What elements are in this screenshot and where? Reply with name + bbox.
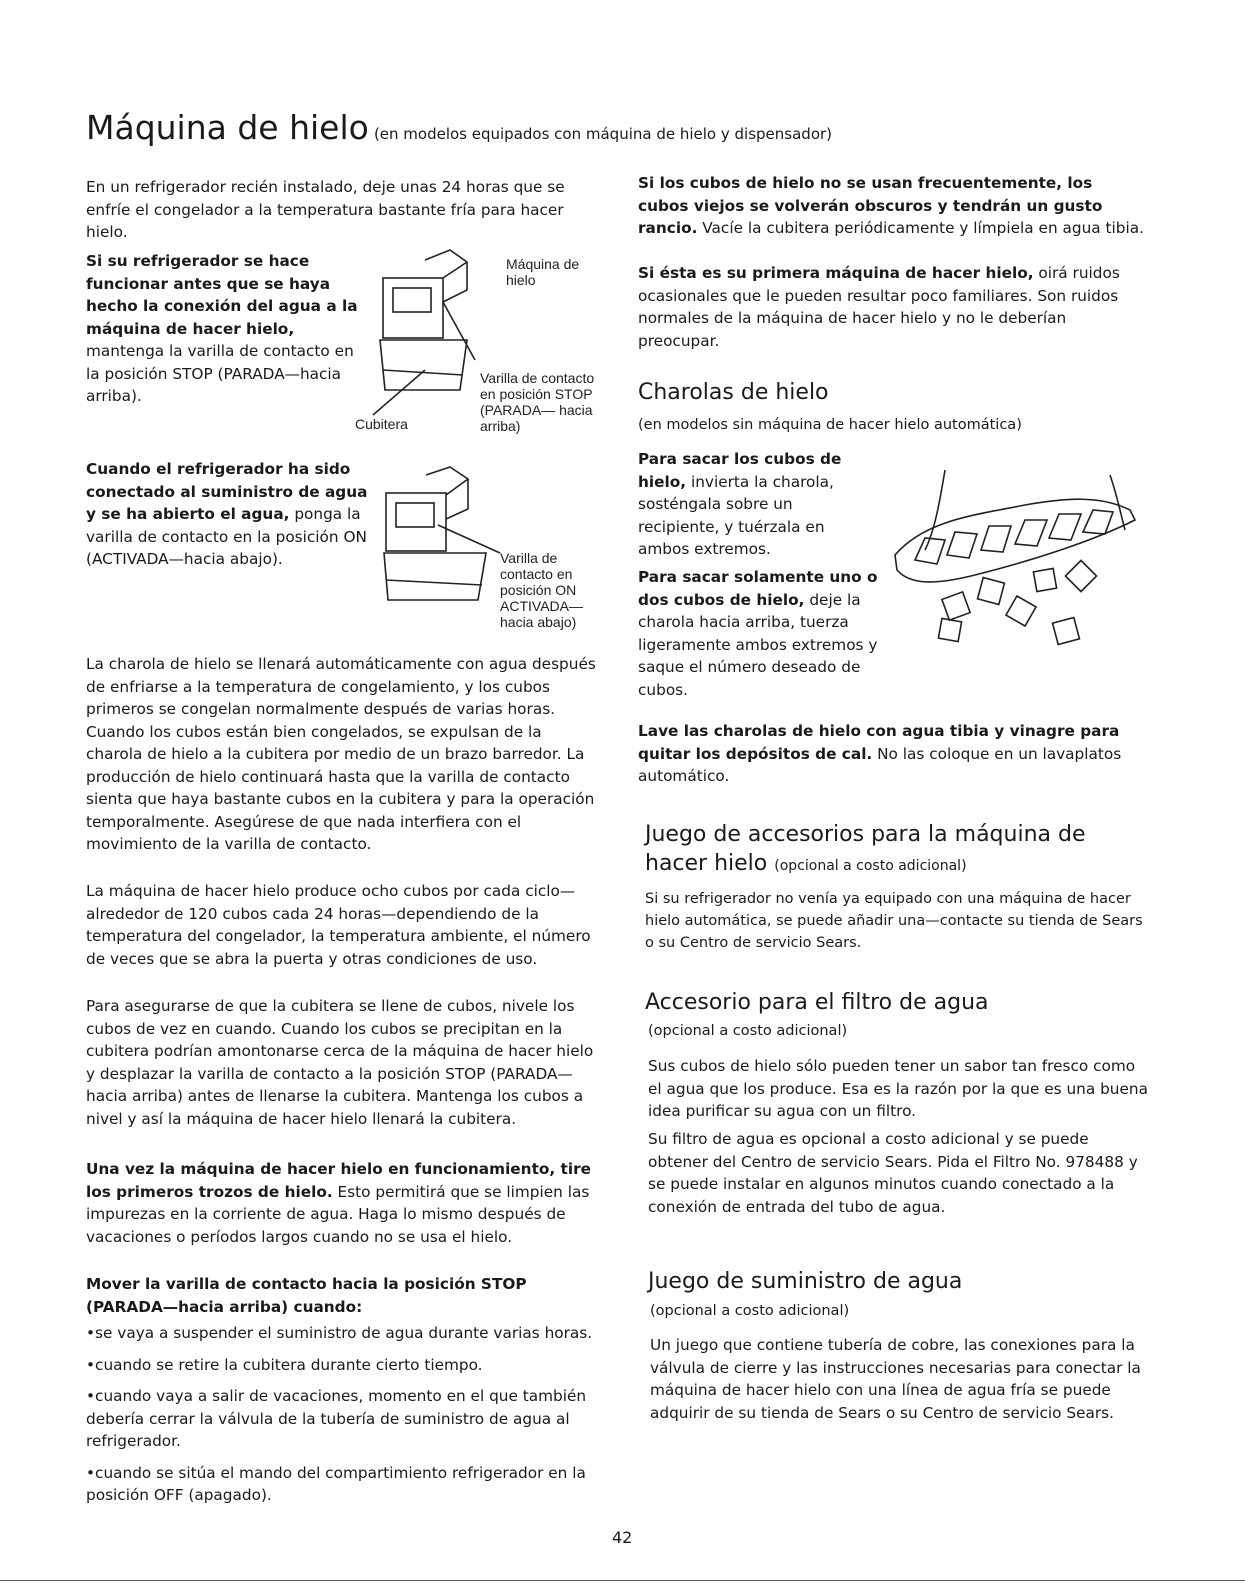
remove-one-bold: Para sacar solamente uno o dos cubos de hielo, [638, 568, 878, 609]
list-item: • cuando se sitúa el mando del compartimiento refrigerador en la posición OFF (apagado). [86, 1462, 596, 1507]
label-icemaker: Máquina de hielo [506, 256, 580, 288]
supply-paragraph: Un juego que contiene tubería de cobre, las conexiones para la válvula de cierre y las instrucciones necesarias para conectar la máquina de hacer hielo con una línea de agua fría se puede adquirir de su tienda de Sears o su Centro de servicio Sears. [650, 1336, 1141, 1422]
production-paragraph: La máquina de hacer hielo produce ocho cubos por cada ciclo—alrededor de 120 cubos cada 24 horas—dependiendo de la temperatura del congelador, la temperatura ambiente, el número de veces que se abra la puerta y otras condiciones de uso. [86, 882, 591, 968]
connection-text: mantenga la varilla de contacto en la posición STOP (PARADA—hacia arriba). [86, 342, 354, 405]
connection-paragraph [86, 250, 366, 408]
first-icemaker-text: oirá ruidos ocasionales que le pueden resultar poco familiares. Son ruidos normales de la máquina de hacer hielo y no le deberían preocupar. [638, 264, 1120, 350]
page-number: 42 [612, 1528, 633, 1547]
kit-heading-small: (opcional a costo adicional) [774, 858, 967, 874]
list-item: • se vaya a suspender el suministro de agua durante varias horas. [86, 1322, 596, 1345]
wash-trays-text: No las coloque en un lavaplatos automático. [638, 744, 1122, 785]
level-cubes-paragraph: Para asegurarse de que la cubitera se llene de cubos, nivele los cubos de vez en cuando. Cuando los cubos se precipitan en la cubitera podrían amontonarse cerca de la máquina de hacer hielo y desplazar la varilla de contacto a la posición STOP (PARADA—hacia arriba) antes de llenarse la cubitera. Mantenga los cubos a nivel y así la máquina de hacer hielo llenará la cubitera. [86, 997, 594, 1128]
move-arm-heading: Mover la varilla de contacto hacia la posición STOP (PARADA—hacia arriba) cuando: [86, 1275, 527, 1316]
filter-paragraph-2: Su filtro de agua es opcional a costo adicional y se puede obtener del Centro de servicio Sears. Pida el Filtro No. 978488 y se puede instalar en algunos minutos cuando conectado a la conexión de entrada del tubo de agua. [648, 1130, 1138, 1216]
old-cubes-bold: Si los cubos de hielo no se usan frecuentemente, los cubos viejos se volverán obscuros y tendrán un gusto rancio. [638, 174, 1103, 237]
label-arm-on: Varilla de contacto en posición ON ACTIVADA— hacia abajo) [500, 550, 583, 630]
water-connected-paragraph [86, 458, 376, 571]
ice-trays-heading: Charolas de hielo [638, 380, 829, 405]
intro-paragraph: En un refrigerador recién instalado, deje unas 24 horas que se enfríe el congelador a la temperatura bastante fría para hacer hielo. [86, 178, 565, 241]
water-connected-text: ponga la varilla de contacto en la posición ON (ACTIVADA—hacia abajo). [86, 505, 367, 568]
remove-cubes-paragraph [638, 448, 876, 561]
first-icemaker-bold: Si ésta es su primera máquina de hacer hielo, [638, 264, 1034, 282]
remove-one-text: deje la charola hacia arriba, tuerza ligeramente ambos extremos y saque el número deseado de cubos. [638, 590, 878, 699]
old-cubes-text: Vacíe la cubitera periódicamente y límpiela en agua tibia. [697, 219, 1144, 237]
discard-text: Esto permitirá que se limpien las impurezas en la corriente de agua. Haga lo mismo después de vacaciones o períodos largos cuando no se usa el hielo. [86, 1182, 590, 1246]
wash-trays-bold: Lave las charolas de hielo con agua tibia y vinagre para quitar los depósitos de cal. [638, 722, 1120, 763]
label-bin: Cubitera [355, 416, 408, 432]
page-title [86, 108, 1186, 147]
filter-note: (opcional a costo adicional) [648, 1023, 848, 1039]
list-item: • cuando vaya a salir de vacaciones, momento en el que también debería cerrar la válvula de la tubería de suministro de agua al refrigerador. [86, 1385, 596, 1453]
remove-cubes-bold: Para sacar los cubos de hielo, [638, 450, 842, 491]
old-cubes-paragraph [638, 172, 1148, 240]
icemaker-on-drawing [368, 465, 508, 615]
remove-one-cube-paragraph [638, 566, 878, 701]
wash-trays-paragraph [638, 720, 1148, 788]
supply-heading: Juego de suministro de agua [648, 1269, 963, 1294]
title-main: Máquina de hielo [86, 108, 369, 147]
connection-bold: Si su refrigerador se hace funcionar antes que se haya hecho la conexión del agua a la máquina de hacer hielo, [86, 252, 358, 338]
kit-paragraph: Si su refrigerador no venía ya equipado con una máquina de hacer hielo automática, se puede añadir una—contacte su tienda de Sears o su Centro de servicio Sears. [645, 891, 1143, 951]
stop-conditions-list [86, 1322, 596, 1516]
discard-first-ice-paragraph [86, 1158, 596, 1248]
kit-heading-main: Juego de accesorios para la máquina de hacer hielo [645, 822, 1086, 876]
ice-tray-drawing [885, 460, 1145, 670]
filter-paragraph-1: Sus cubos de hielo sólo pueden tener un sabor tan fresco como el agua que los produce. Esa es la razón por la que es una buena idea purificar su agua con un filtro. [648, 1057, 1148, 1120]
water-connected-bold: Cuando el refrigerador ha sido conectado al suministro de agua y se ha abierto el agua, [86, 460, 368, 523]
title-subtitle: (en modelos equipados con máquina de hielo y dispensador) [373, 125, 833, 143]
bottom-rule [0, 1580, 1245, 1581]
remove-cubes-text: invierta la charola, sosténgala sobre un recipiente, y tuérzala en ambos extremos. [638, 472, 834, 558]
kit-heading [645, 820, 1145, 881]
supply-note: (opcional a costo adicional) [650, 1303, 850, 1319]
first-icemaker-paragraph [638, 262, 1148, 352]
filter-heading: Accesorio para el filtro de agua [645, 990, 989, 1015]
ice-trays-note: (en modelos sin máquina de hacer hielo automática) [638, 417, 1022, 433]
list-item: • cuando se retire la cubitera durante cierto tiempo. [86, 1354, 596, 1377]
label-arm-stop: Varilla de contacto en posición STOP (PARADA— hacia arriba) [480, 370, 595, 434]
discard-bold: Una vez la máquina de hacer hielo en funcionamiento, tire los primeros trozos de hielo. [86, 1160, 592, 1201]
ice-tray-fill-paragraph: La charola de hielo se llenará automáticamente con agua después de enfriarse a la temperatura de congelamiento, y los cubos primeros se congelan normalmente después de varias horas. Cuando los cubos están bien congelados, se expulsan de la charola de hielo a la cubitera por medio de un brazo barredor. La producción de hielo continuará hasta que la varilla de contacto sienta que haya bastante cubos en la cubitera y para la operación temporalmente. Asegúrese de que nada interfiera con el movimiento de la varilla de contacto. [86, 655, 596, 853]
